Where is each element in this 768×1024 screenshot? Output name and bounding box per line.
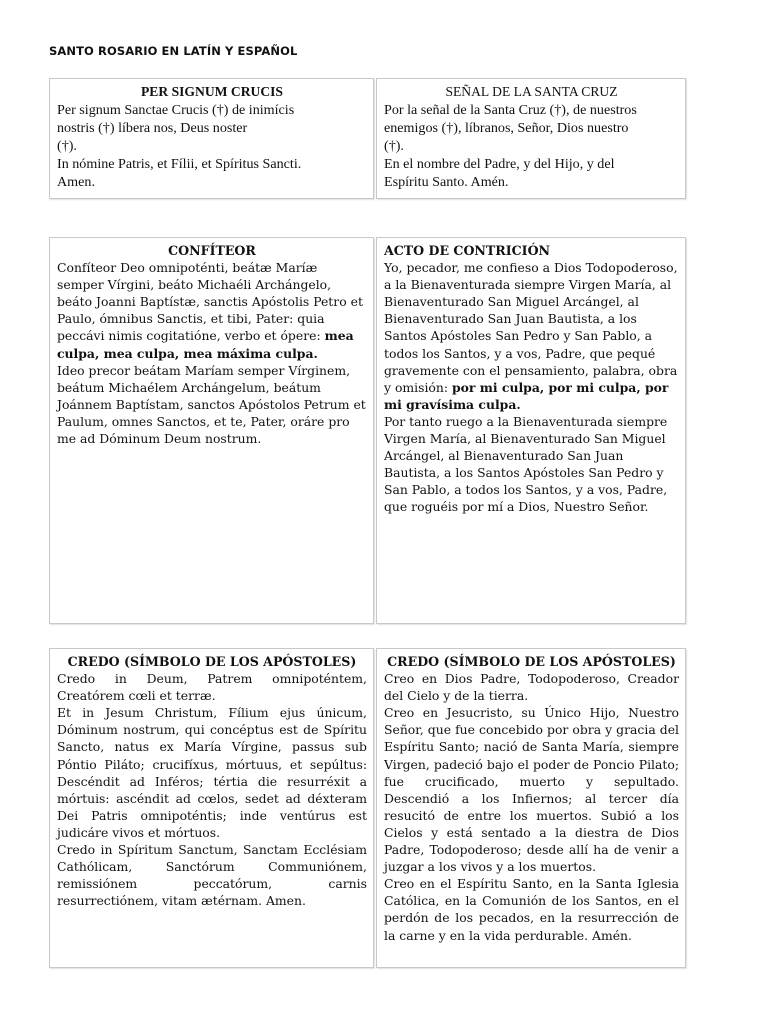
contricion-text (384, 259, 679, 413)
confiteor-text-a: Confíteor Deo omnipoténti, beátæ Maríæ semper Vírgini, beáto Michaéli Archángelo, beáto Joanni Baptístæ, sanctis Apóstolis Petro et Paulo, ómnibus Sanctis, et tibi, Pater: quia peccávi nimis cogitatióne, verbo et ópere: (57, 260, 363, 344)
senal-line-5: Espíritu Santo. Amén. (384, 174, 509, 190)
senal-line-3: (†). (384, 138, 404, 154)
per-signum-crucis-heading: PER SIGNUM CRUCIS (141, 84, 283, 99)
contricion-text-b: Por tanto ruego a la Bienaventurada siempre Virgen María, al Bienaventurado San Miguel Arcángel, al Bienaventurado San Juan Bautista, a los Santos Apóstoles San Pedro y San Pablo, a todos los Santos, y a vos, Padre, que roguéis por mí a Dios, Nuestro Señor. (384, 413, 668, 515)
contricion-mi-culpa: por mi culpa, por mi culpa, por mi gravísima culpa. (384, 379, 669, 412)
acto-contricion-heading: ACTO DE CONTRICIÓN (384, 243, 551, 258)
senal-line-1: Por la señal de la Santa Cruz (†), de nuestros (384, 102, 637, 118)
credo-latin-p2: Et in Jesum Christum, Fílium ejus únicum, Dóminum nostrum, qui concéptus est de Spíritu Sancto, natus ex María Vírgine, passus sub Póntio Piláto; crucifíxus, mórtuus, et sepúltus: Descéndit ad Inféros; tértia die resurréxit a mórtuis: ascéndit ad cœlos, sedet ad déxteram Dei Patris omnipoténtis; inde ventúrus est judicáre vivos et mórtuos. (57, 705, 367, 840)
credo-latin-heading: CREDO (SÍMBOLO DE LOS APÓSTOLES) (67, 654, 357, 669)
credo-spanish-p2: Creo en Jesucristo, su Único Hijo, Nuestro Señor, que fue concebido por obra y gracia del Espíritu Santo; nació de Santa María, siempre Virgen, padeció bajo el poder de Poncio Pilato; fue crucificado, muerto y sepultado. Descendió a los Infiernos; al tercer día resucitó de entre los muertos. Subió a los Cielos y está sentado a la diestra de Dios Padre, Todopoderoso; desde allí ha de venir a juzgar a los vivos y a los muertos. (384, 705, 679, 875)
document-title: SANTO ROSARIO EN LATÍN Y ESPAÑOL (49, 44, 298, 58)
senal-santa-cruz-box (376, 78, 686, 199)
credo-latin-p1: Credo in Deum, Patrem omnipoténtem, Creatórem cœli et terræ. (57, 671, 367, 704)
credo-spanish-p3: Creo en el Espíritu Santo, en la Santa Iglesia Católica, en la Comunión de los Santos, en el perdón de los pecados, en la resurrección de la carne y en la vida perdurable. Amén. (384, 876, 679, 943)
confiteor-box (49, 237, 374, 624)
credo-latin-box (49, 648, 374, 968)
per-signum-line-1: Per signum Sanctae Crucis (†) de inimícis (57, 102, 295, 118)
acto-contricion-box (376, 237, 686, 624)
confiteor-heading: CONFÍTEOR (168, 243, 256, 258)
per-signum-line-3: (†). (57, 138, 77, 154)
senal-line-2: enemigos (†), líbranos, Señor, Dios nuestro (384, 120, 629, 136)
credo-spanish-heading: CREDO (SÍMBOLO DE LOS APÓSTOLES) (387, 654, 676, 669)
credo-spanish-p1: Creo en Dios Padre, Todopoderoso, Creador del Cielo y de la tierra. (384, 671, 679, 704)
senal-santa-cruz-heading: SEÑAL DE LA SANTA CRUZ (445, 84, 618, 99)
senal-line-4: En el nombre del Padre, y del Hijo, y del (384, 156, 615, 172)
contricion-text-a: Yo, pecador, me confieso a Dios Todopoderoso, a la Bienaventurada siempre Virgen María, al Bienaventurado San Miguel Arcángel, al Bienaventurado San Juan Bautista, a los Santos Apóstoles San Pedro y San Pablo, a todos los Santos, y a vos, Padre, que pequé gravemente con el pensamiento, palabra, obra y omisión: (384, 260, 678, 395)
credo-spanish-box (376, 648, 686, 968)
confiteor-text (57, 259, 367, 362)
per-signum-line-2: nostris (†) líbera nos, Deus noster (57, 120, 248, 136)
confiteor-mea-culpa: mea culpa, mea culpa, mea máxima culpa. (57, 328, 354, 361)
per-signum-line-4: In nómine Patris, et Fílii, et Spíritus Sancti. (57, 156, 302, 172)
confiteor-text-b: Ideo precor beátam Maríam semper Vírginem, beátum Michaélem Archángelum, beátum Joánnem Baptístam, sanctos Apóstolos Petrum et Paulum, omnes Sanctos, et te, Pater, oráre pro me ad Dóminum Deum nostrum. (57, 362, 366, 447)
per-signum-crucis-box (49, 78, 374, 199)
credo-latin-p3: Credo in Spíritum Sanctum, Sanctam Ecclésiam Cathólicam, Sanctórum Communiónem, remissiónem peccatórum, carnis resurrectiónem, vitam ætérnam. Amen. (57, 842, 367, 909)
per-signum-line-5: Amen. (57, 174, 95, 190)
